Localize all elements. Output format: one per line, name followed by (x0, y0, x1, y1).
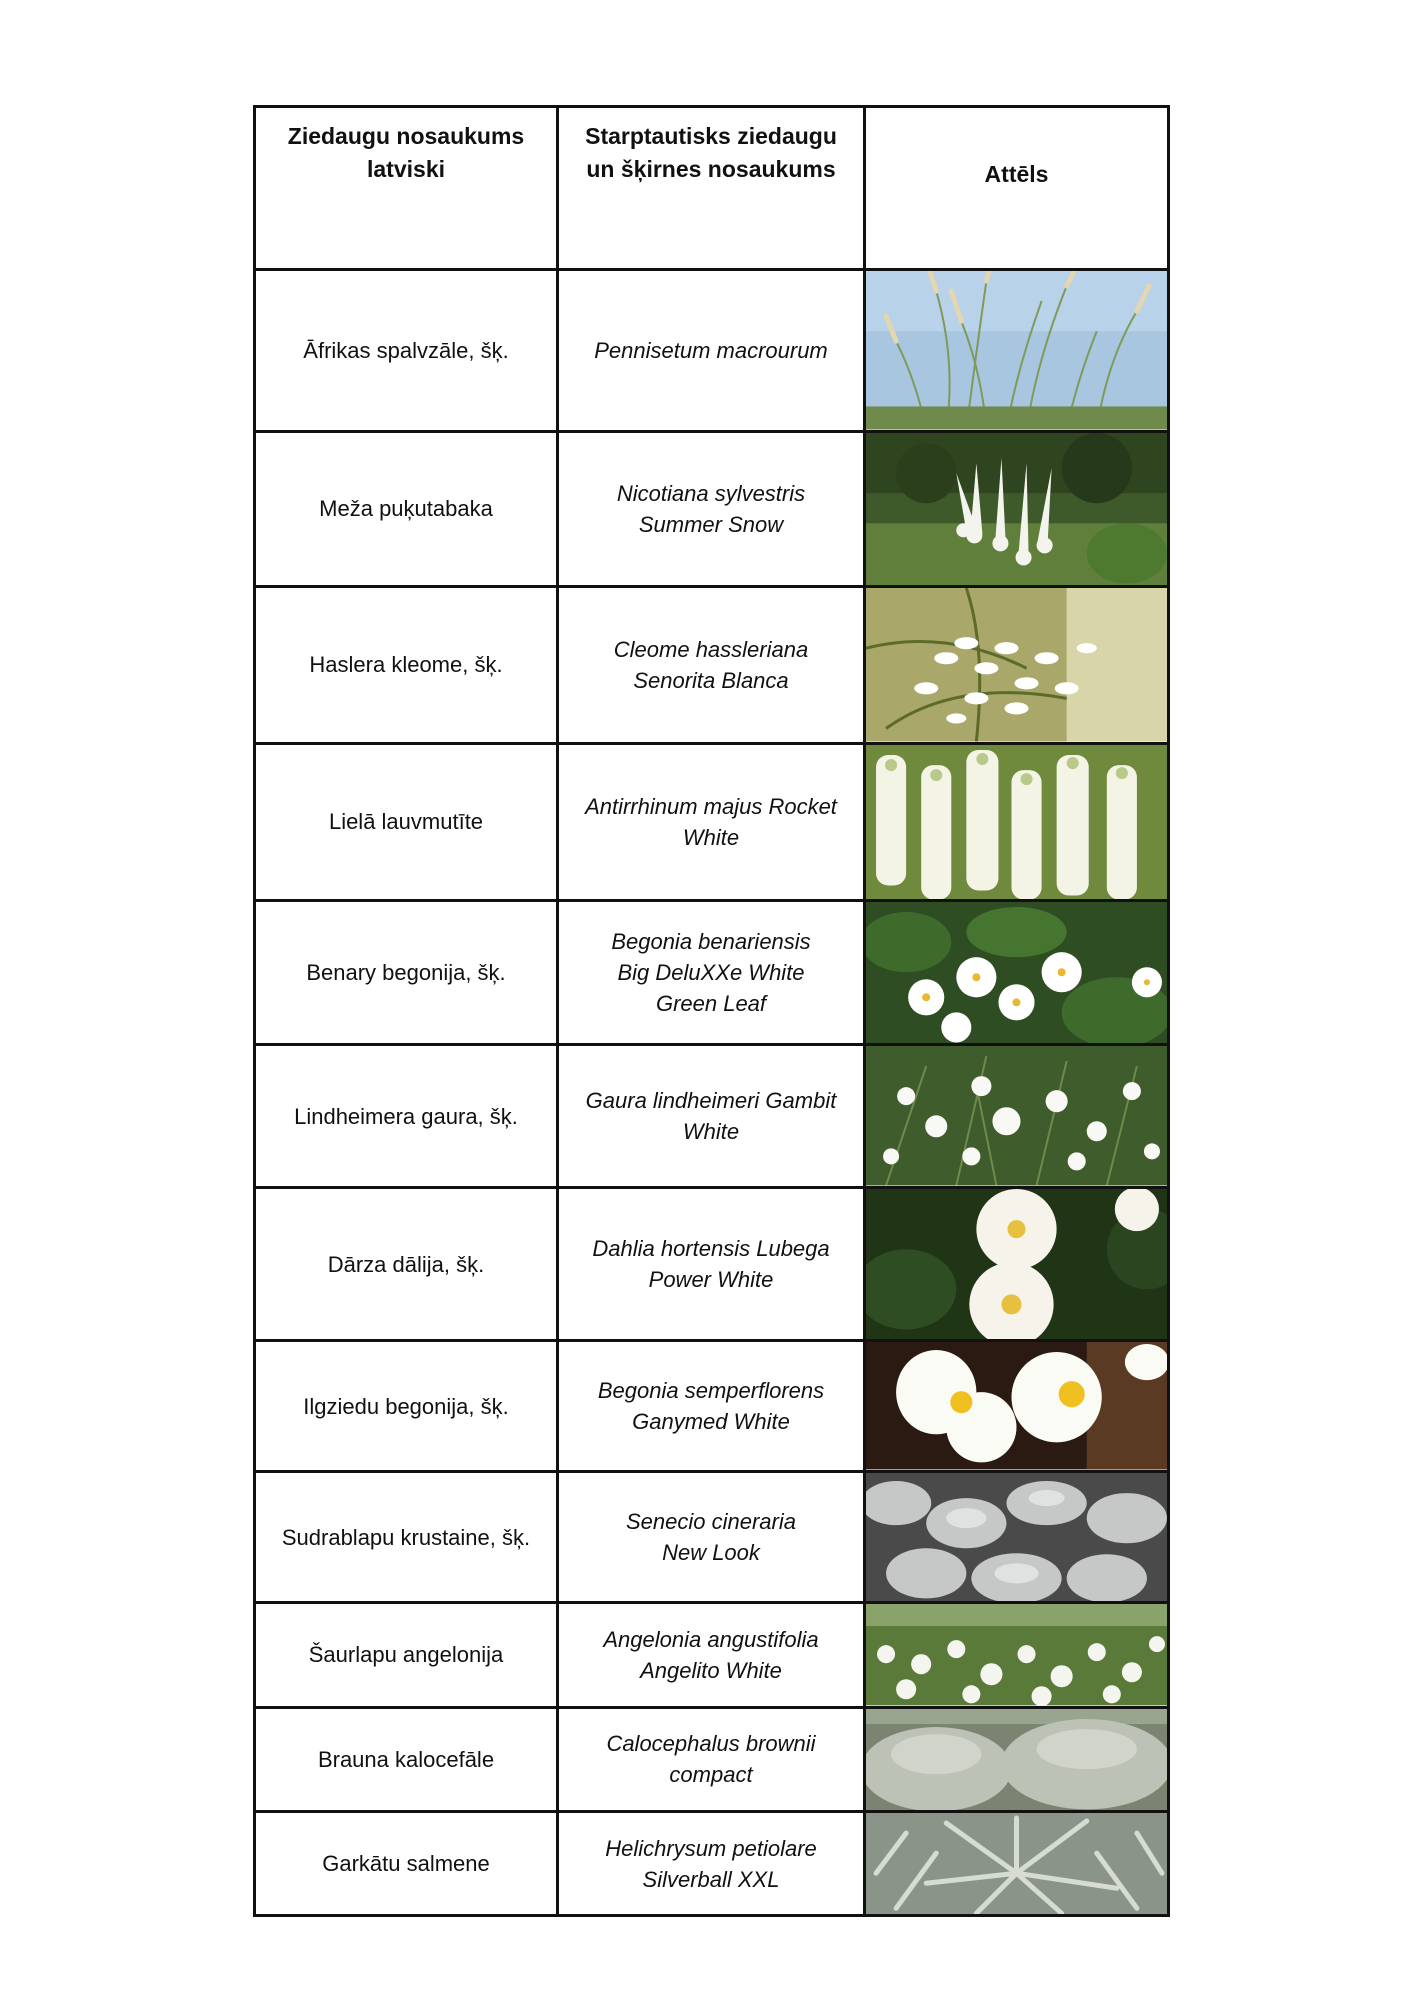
header-scientific-name: Starptautisks ziedaugu un šķirnes nosaukums (558, 107, 865, 270)
scientific-name-cell: Dahlia hortensis Lubega Power White (558, 1187, 865, 1341)
image-cell (865, 1603, 1169, 1707)
table-row (255, 587, 1169, 744)
image-cell (865, 431, 1169, 587)
scientific-name-cell: Begonia semperflorens Ganymed White (558, 1341, 865, 1471)
latvian-name-cell: Lielā lauvmutīte (255, 743, 558, 901)
scientific-name-cell: Pennisetum macrourum (558, 270, 865, 432)
image-cell (865, 1471, 1169, 1602)
table-row (255, 1341, 1169, 1471)
calocephalus-photo (866, 1709, 1167, 1810)
scientific-name-cell: Nicotiana sylvestris Summer Snow (558, 431, 865, 587)
table-row (255, 1811, 1169, 1915)
image-cell (865, 1341, 1169, 1471)
scientific-name-cell: Senecio cineraria New Look (558, 1471, 865, 1602)
image-cell (865, 1045, 1169, 1187)
begonia-semperflorens-photo (866, 1342, 1167, 1469)
table-row (255, 1045, 1169, 1187)
scientific-name-cell: Angelonia angustifolia Angelito White (558, 1603, 865, 1707)
table-row (255, 1707, 1169, 1811)
image-cell (865, 1811, 1169, 1915)
table-row (255, 270, 1169, 432)
scientific-name-cell: Helichrysum petiolare Silverball XXL (558, 1811, 865, 1915)
table-row (255, 743, 1169, 901)
scientific-name-cell: Calocephalus brownii compact (558, 1707, 865, 1811)
begonia-benary-photo (866, 902, 1167, 1043)
feather-grass-photo (866, 271, 1167, 430)
helichrysum-photo (866, 1813, 1167, 1914)
scientific-name-cell: Cleome hassleriana Senorita Blanca (558, 587, 865, 744)
table-row (255, 1603, 1169, 1707)
image-cell (865, 901, 1169, 1045)
table-header-row (255, 107, 1169, 270)
table-row (255, 1187, 1169, 1341)
header-image: Attēls (865, 107, 1169, 270)
image-cell (865, 743, 1169, 901)
latvian-name-cell: Brauna kalocefāle (255, 1707, 558, 1811)
table-row (255, 901, 1169, 1045)
scientific-name-cell: Gaura lindheimeri Gambit White (558, 1045, 865, 1187)
latvian-name-cell: Garkātu salmene (255, 1811, 558, 1915)
latvian-name-cell: Šaurlapu angelonija (255, 1603, 558, 1707)
plant-table (253, 105, 1170, 1917)
header-latvian-name: Ziedaugu nosaukums latviski (255, 107, 558, 270)
gaura-photo (866, 1046, 1167, 1185)
image-cell (865, 587, 1169, 744)
latvian-name-cell: Āfrikas spalvzāle, šķ. (255, 270, 558, 432)
tobacco-flower-photo (866, 433, 1167, 586)
dahlia-photo (866, 1189, 1167, 1340)
table-row (255, 431, 1169, 587)
snapdragon-photo (866, 745, 1167, 900)
latvian-name-cell: Lindheimera gaura, šķ. (255, 1045, 558, 1187)
senecio-photo (866, 1473, 1167, 1601)
cleome-photo (866, 588, 1167, 742)
image-cell (865, 1707, 1169, 1811)
angelonia-photo (866, 1604, 1167, 1705)
table-row (255, 1471, 1169, 1602)
image-cell (865, 270, 1169, 432)
latvian-name-cell: Dārza dālija, šķ. (255, 1187, 558, 1341)
latvian-name-cell: Haslera kleome, šķ. (255, 587, 558, 744)
image-cell (865, 1187, 1169, 1341)
latvian-name-cell: Sudrablapu krustaine, šķ. (255, 1471, 558, 1602)
latvian-name-cell: Ilgziedu begonija, šķ. (255, 1341, 558, 1471)
scientific-name-cell: Antirrhinum majus Rocket White (558, 743, 865, 901)
latvian-name-cell: Meža puķutabaka (255, 431, 558, 587)
latvian-name-cell: Benary begonija, šķ. (255, 901, 558, 1045)
scientific-name-cell: Begonia benariensis Big DeluXXe White Green Leaf (558, 901, 865, 1045)
